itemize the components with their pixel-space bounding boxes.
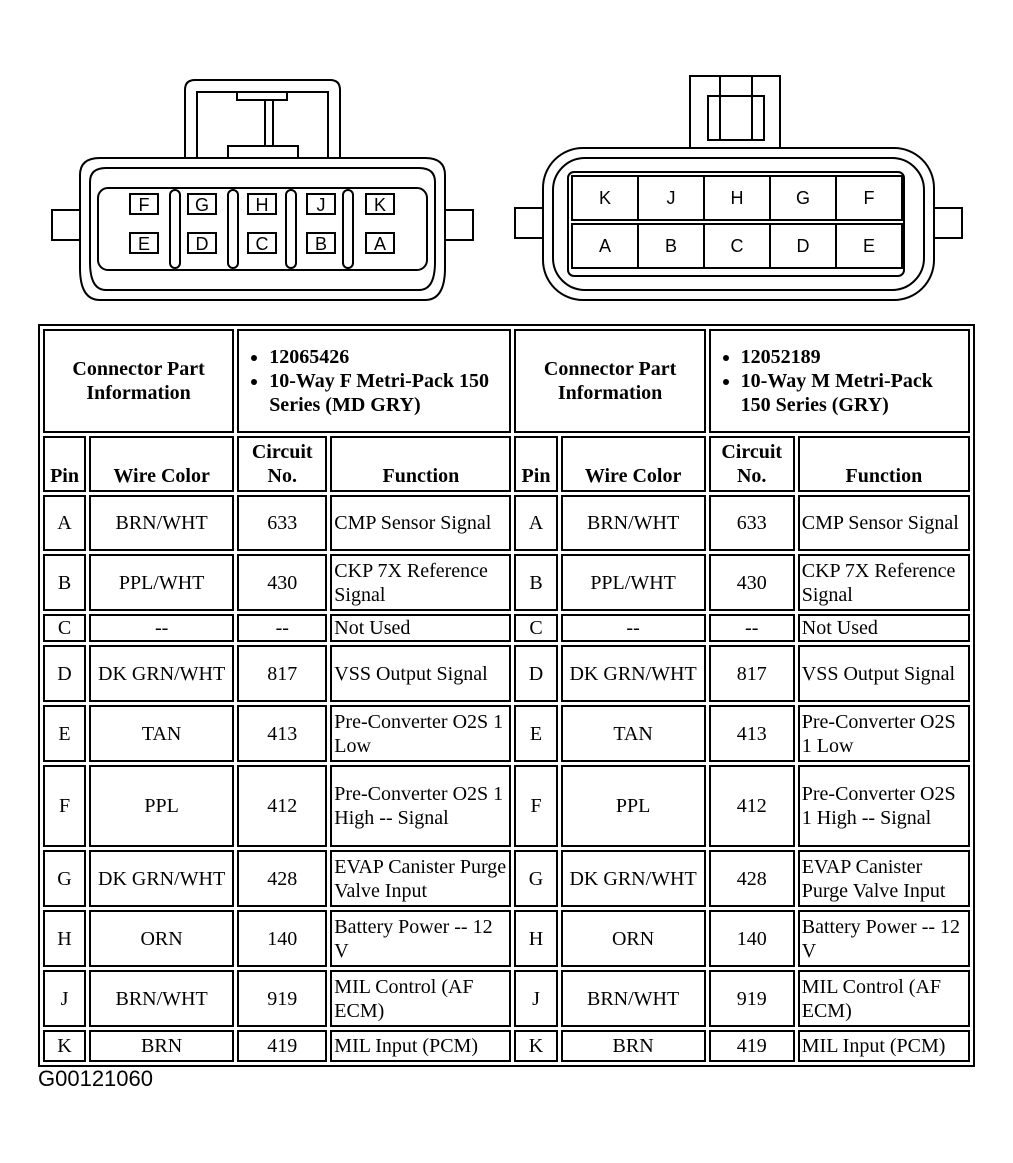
circuit-cell: -- <box>237 614 327 642</box>
function-cell: Pre-Converter O2S 1 High -- Signal <box>798 765 970 847</box>
wire-color-cell: PPL/WHT <box>561 554 706 611</box>
pin-cell: J <box>43 970 86 1027</box>
pin-label: A <box>598 236 612 256</box>
circuit-cell: 140 <box>237 910 327 967</box>
pin-label: G <box>194 195 210 215</box>
circuit-cell: 633 <box>709 495 795 551</box>
right-part-info <box>709 329 970 433</box>
header-circuit-no: Circuit No. <box>237 436 327 492</box>
pin-cell: J <box>514 970 557 1027</box>
circuit-cell: 419 <box>709 1030 795 1062</box>
function-cell: EVAP Canister Purge Valve Input <box>330 850 511 907</box>
pin-row <box>43 495 970 551</box>
pin-row <box>43 614 970 642</box>
function-cell: MIL Input (PCM) <box>330 1030 511 1062</box>
pin-row <box>43 645 970 702</box>
part-info-row <box>43 329 970 433</box>
pin-label: G <box>795 188 811 208</box>
circuit-cell: 430 <box>237 554 327 611</box>
pin-cell: E <box>514 705 557 762</box>
left-part-info-label: Connector Part Information <box>43 329 234 433</box>
connector-diagrams <box>0 0 1013 310</box>
wire-color-cell: ORN <box>561 910 706 967</box>
right-part-info-label: Connector Part Information <box>514 329 705 433</box>
pin-cell: A <box>514 495 557 551</box>
circuit-cell: 140 <box>709 910 795 967</box>
function-cell: VSS Output Signal <box>330 645 511 702</box>
circuit-cell: 633 <box>237 495 327 551</box>
function-cell: MIL Input (PCM) <box>798 1030 970 1062</box>
function-cell: Not Used <box>798 614 970 642</box>
pin-rows <box>43 495 970 1062</box>
pin-row <box>43 765 970 847</box>
pin-label: C <box>255 234 269 254</box>
right-part-series: • 10-Way M Metri-Pack 150 Series (GRY) <box>741 369 966 417</box>
wire-color-cell: PPL <box>89 765 234 847</box>
function-cell: VSS Output Signal <box>798 645 970 702</box>
header-circuit-no: Circuit No. <box>709 436 795 492</box>
pin-label: K <box>598 188 612 208</box>
pin-cell: D <box>43 645 86 702</box>
pin-cell: E <box>43 705 86 762</box>
circuit-cell: 919 <box>709 970 795 1027</box>
circuit-cell: 919 <box>237 970 327 1027</box>
wire-color-cell: BRN <box>561 1030 706 1062</box>
function-cell: MIL Control (AF ECM) <box>330 970 511 1027</box>
pin-label: H <box>255 195 269 215</box>
circuit-cell: -- <box>709 614 795 642</box>
function-cell: Pre-Converter O2S 1 High -- Signal <box>330 765 511 847</box>
circuit-cell: 428 <box>237 850 327 907</box>
pin-cell: D <box>514 645 557 702</box>
circuit-cell: 817 <box>709 645 795 702</box>
pin-cell: K <box>514 1030 557 1062</box>
wire-color-cell: BRN/WHT <box>561 495 706 551</box>
pin-row <box>43 850 970 907</box>
pin-row <box>43 705 970 762</box>
pin-row <box>43 1030 970 1062</box>
pin-label: D <box>796 236 810 256</box>
header-pin: Pin <box>43 436 86 492</box>
function-cell: Battery Power -- 12 V <box>330 910 511 967</box>
header-function: Function <box>798 436 970 492</box>
wire-color-cell: BRN/WHT <box>561 970 706 1027</box>
pin-label: E <box>137 234 151 254</box>
wire-color-cell: -- <box>89 614 234 642</box>
pin-cell: F <box>514 765 557 847</box>
function-cell: Not Used <box>330 614 511 642</box>
wire-color-cell: DK GRN/WHT <box>89 645 234 702</box>
function-cell: Battery Power -- 12 V <box>798 910 970 967</box>
pin-cell: G <box>43 850 86 907</box>
circuit-cell: 419 <box>237 1030 327 1062</box>
pin-label: J <box>316 195 326 215</box>
pin-label: B <box>314 234 328 254</box>
pin-label: D <box>195 234 209 254</box>
wire-color-cell: PPL/WHT <box>89 554 234 611</box>
circuit-cell: 412 <box>709 765 795 847</box>
pin-cell: A <box>43 495 86 551</box>
pin-label: A <box>373 234 387 254</box>
function-cell: Pre-Converter O2S 1 Low <box>330 705 511 762</box>
pin-cell: B <box>43 554 86 611</box>
header-pin: Pin <box>514 436 557 492</box>
header-function: Function <box>330 436 511 492</box>
function-cell: MIL Control (AF ECM) <box>798 970 970 1027</box>
function-cell: CKP 7X Reference Signal <box>798 554 970 611</box>
pin-label: C <box>730 236 744 256</box>
wire-color-cell: TAN <box>89 705 234 762</box>
wire-color-cell: BRN/WHT <box>89 495 234 551</box>
circuit-cell: 428 <box>709 850 795 907</box>
function-cell: CKP 7X Reference Signal <box>330 554 511 611</box>
left-connector <box>52 80 473 300</box>
pin-cell: F <box>43 765 86 847</box>
pin-label: E <box>862 236 876 256</box>
pin-label: H <box>730 188 744 208</box>
left-part-series: • 10-Way F Metri-Pack 150 Series (MD GRY) <box>269 369 507 417</box>
circuit-cell: 817 <box>237 645 327 702</box>
header-wire-color: Wire Color <box>561 436 706 492</box>
wire-color-cell: BRN <box>89 1030 234 1062</box>
function-cell: CMP Sensor Signal <box>798 495 970 551</box>
circuit-cell: 413 <box>709 705 795 762</box>
circuit-cell: 412 <box>237 765 327 847</box>
wire-color-cell: -- <box>561 614 706 642</box>
pin-label: F <box>138 195 150 215</box>
pin-row <box>43 554 970 611</box>
pin-row <box>43 970 970 1027</box>
pin-label: K <box>373 195 387 215</box>
function-cell: Pre-Converter O2S 1 Low <box>798 705 970 762</box>
pin-label: J <box>666 188 676 208</box>
wire-color-cell: TAN <box>561 705 706 762</box>
wire-color-cell: BRN/WHT <box>89 970 234 1027</box>
connector-pin-table <box>38 324 975 1067</box>
header-wire-color: Wire Color <box>89 436 234 492</box>
pin-cell: G <box>514 850 557 907</box>
wire-color-cell: DK GRN/WHT <box>561 850 706 907</box>
pin-row <box>43 910 970 967</box>
function-cell: EVAP Canister Purge Valve Input <box>798 850 970 907</box>
circuit-cell: 430 <box>709 554 795 611</box>
column-header-row <box>43 436 970 492</box>
left-part-number: • 12065426 <box>269 345 507 369</box>
wire-color-cell: PPL <box>561 765 706 847</box>
right-part-number: • 12052189 <box>741 345 966 369</box>
circuit-cell: 413 <box>237 705 327 762</box>
wire-color-cell: DK GRN/WHT <box>561 645 706 702</box>
pin-cell: K <box>43 1030 86 1062</box>
pin-label: B <box>664 236 678 256</box>
wire-color-cell: DK GRN/WHT <box>89 850 234 907</box>
figure-id: G00121060 <box>38 1066 153 1091</box>
wire-color-cell: ORN <box>89 910 234 967</box>
right-connector-pins <box>572 176 902 268</box>
pin-cell: C <box>43 614 86 642</box>
pin-label: F <box>863 188 875 208</box>
pin-cell: H <box>514 910 557 967</box>
pin-cell: H <box>43 910 86 967</box>
pin-cell: C <box>514 614 557 642</box>
left-part-info <box>237 329 511 433</box>
pin-cell: B <box>514 554 557 611</box>
function-cell: CMP Sensor Signal <box>330 495 511 551</box>
